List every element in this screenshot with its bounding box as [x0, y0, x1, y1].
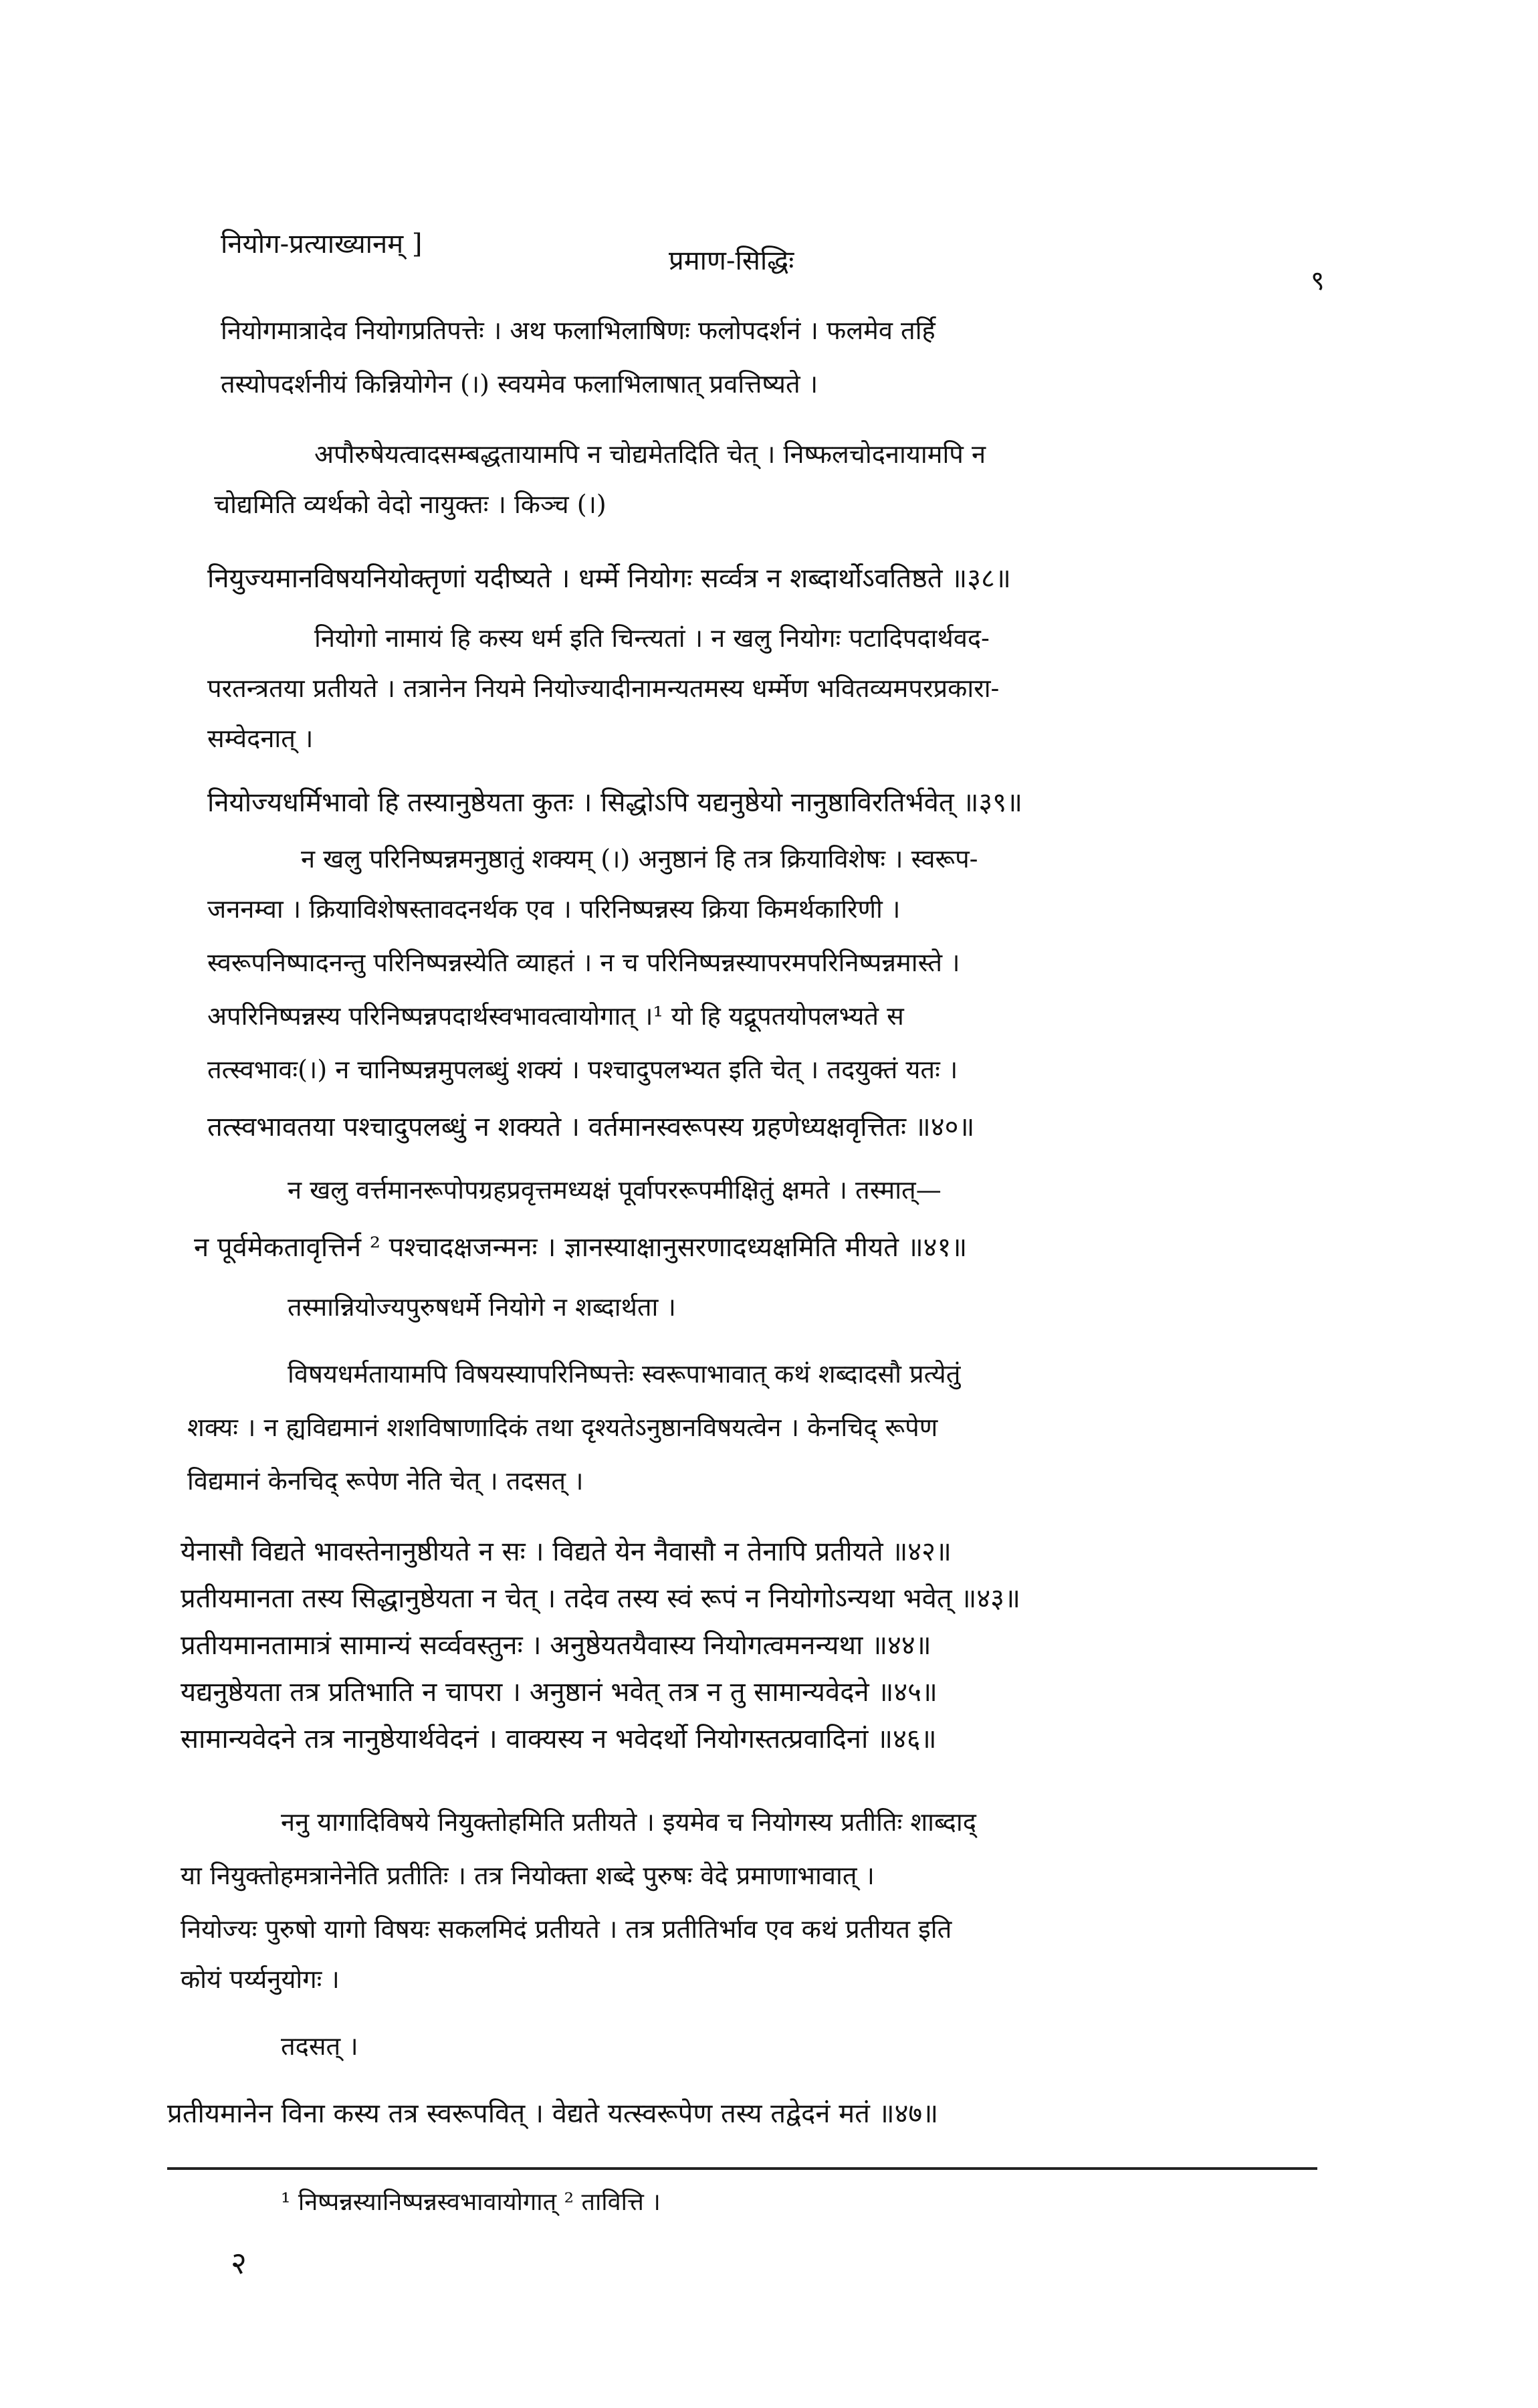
verse-line: तत्स्वभावतया पश्चादुपलब्धुं न शक्यते । वर्तमानस्वरूपस्य ग्रहणेध्यक्षवृत्तितः ॥४०॥ — [207, 1112, 975, 1142]
text-line: सम्वेदनात् । — [207, 724, 314, 753]
text-line: तस्मान्नियोज्यपुरुषधर्मे नियोगे न शब्दार्थता । — [288, 1292, 676, 1322]
text-line: न खलु परिनिष्पन्नमनुष्ठातुं शक्यम् (।) अनुष्ठानं हि तत्र क्रियाविशेषः । स्वरूप- — [301, 844, 978, 874]
running-head-left: नियोग-प्रत्याख्यानम् ] — [221, 229, 423, 260]
text-line: तस्योपदर्शनीयं किन्नियोगेन (।) स्वयमेव फलाभिलाषात् प्रवत्तिष्यते । — [221, 369, 818, 399]
verse-line: प्रतीयमानता तस्य सिद्धानुष्ठेयता न चेत् । तदेव तस्य स्वं रूपं न नियोगोऽन्यथा भवेत् ॥४३॥ — [181, 1583, 1020, 1614]
text-line: अपौरुषेयत्वादसम्बद्धतायामपि न चोद्यमेतदिति चेत् । निष्फलचोदनायामपि न — [314, 439, 986, 469]
page-number: ९ — [1311, 266, 1325, 296]
text-line: तदसत् । — [281, 2031, 358, 2061]
text-line: तत्स्वभावः(।) न चानिष्पन्नमुपलब्धुं शक्यं । पश्चादुपलभ्यत इति चेत् । तदयुक्तं यतः । — [207, 1055, 958, 1084]
verse-line: यद्यनुष्ठेयता तत्र प्रतिभाति न चापरा । अनुष्ठानं भवेत् तत्र न तु सामान्यवेदने ॥४५॥ — [181, 1677, 938, 1708]
text-line: शक्यः । न ह्यविद्यमानं शशविषाणादिकं तथा दृश्यतेऽनुष्ठानविषयत्वेन । केनचिद् रूपेण — [187, 1413, 938, 1442]
text-line: अपरिनिष्पन्नस्य परिनिष्पन्नपदार्थस्वभावत्वायोगात् ।¹ यो हि यद्रूपतयोपलभ्यते स — [207, 1001, 904, 1031]
text-line: या नियुक्तोहमत्रानेनेति प्रतीतिः । तत्र नियोक्ता शब्दे पुरुषः वेदे प्रमाणाभावात् । — [181, 1861, 875, 1890]
text-line: ननु यागादिविषये नियुक्तोहमिति प्रतीयते । इयमेव च नियोगस्य प्रतीतिः शाब्दाद् — [281, 1807, 976, 1837]
text-line: चोद्यमिति व्यर्थको वेदो नायुक्तः । किञ्च (।) — [214, 490, 607, 519]
text-line: जननम्वा । क्रियाविशेषस्तावदनर्थक एव । परिनिष्पन्नस्य क्रिया किमर्थकारिणी । — [207, 894, 901, 924]
folio-number: २ — [231, 2245, 247, 2281]
text-line: नियोज्यः पुरुषो यागो विषयः सकलमिदं प्रतीयते । तत्र प्रतीतिर्भाव एव कथं प्रतीयत इति — [181, 1914, 952, 1944]
text-line: न खलु वर्त्तमानरूपोपग्रहप्रवृत्तमध्यक्षं पूर्वापररूपमीक्षितुं क्षमते । तस्मात्— — [288, 1175, 942, 1205]
verse-line: प्रतीयमानतामात्रं सामान्यं सर्व्ववस्तुनः । अनुष्ठेयतयैवास्य नियोगत्वमनन्यथा ॥४४॥ — [181, 1630, 931, 1661]
text-line: विषयधर्मतायामपि विषयस्यापरिनिष्पत्तेः स्वरूपाभावात् कथं शब्दादसौ प्रत्येतुं — [288, 1359, 961, 1389]
text-line: परतन्त्रतया प्रतीयते । तत्रानेन नियमे नियोज्यादीनामन्यतमस्य धर्म्मेण भवितव्यमपरप्रकारा- — [207, 674, 1000, 703]
text-line: विद्यमानं केनचिद् रूपेण नेति चेत् । तदसत् । — [187, 1466, 584, 1496]
verse-line: सामान्यवेदने तत्र नानुष्ठेयार्थवेदनं । वाक्यस्य न भवेदर्थो नियोगस्तत्प्रवादिनां ॥४६॥ — [181, 1724, 937, 1754]
text-line: नियोगमात्रादेव नियोगप्रतिपत्तेः । अथ फलाभिलाषिणः फलोपदर्शनं । फलमेव तर्हि — [221, 316, 936, 345]
text-line: स्वरूपनिष्पादनन्तु परिनिष्पन्नस्येति व्याहतं । न च परिनिष्पन्नस्यापरमपरिनिष्पन्नमास्ते । — [207, 948, 960, 977]
running-head-center: प्रमाण-सिद्धिः — [669, 245, 794, 276]
text-line: कोयं पर्य्यनुयोगः । — [181, 1965, 340, 1994]
footnotes: ¹ निष्पन्नस्यानिष्पन्नस्वभावायोगात् ² तावित्ति । — [281, 2189, 661, 2216]
footnote-rule — [167, 2167, 1317, 2170]
verse-line: न पूर्वमेकतावृत्तिर्न ² पश्चादक्षजन्मनः । ज्ञानस्याक्षानुसरणादध्यक्षमिति मीयते ॥४१॥ — [194, 1232, 968, 1263]
verse-line: प्रतीयमानेन विना कस्य तत्र स्वरूपवित् । वेद्यते यत्स्वरूपेण तस्य तद्वेदनं मतं ॥४७॥ — [167, 2098, 939, 2129]
verse-line: नियोज्यधर्मिभावो हि तस्यानुष्ठेयता कुतः । सिद्धोऽपि यद्यनुष्ठेयो नानुष्ठाविरतिर्भवेत् ॥३९॥ — [207, 787, 1022, 818]
verse-line: येनासौ विद्यते भावस्तेनानुष्ठीयते न सः । विद्यते येन नैवासौ न तेनापि प्रतीयते ॥४२॥ — [181, 1536, 952, 1567]
verse-line: नियुज्यमानविषयनियोक्तृणां यदीष्यते । धर्म्मे नियोगः सर्व्वत्र न शब्दार्थोऽवतिष्ठते ॥३८॥ — [207, 563, 1011, 594]
text-line: नियोगो नामायं हि कस्य धर्म इति चिन्त्यतां । न खलु नियोगः पटादिपदार्थवद- — [314, 623, 990, 653]
